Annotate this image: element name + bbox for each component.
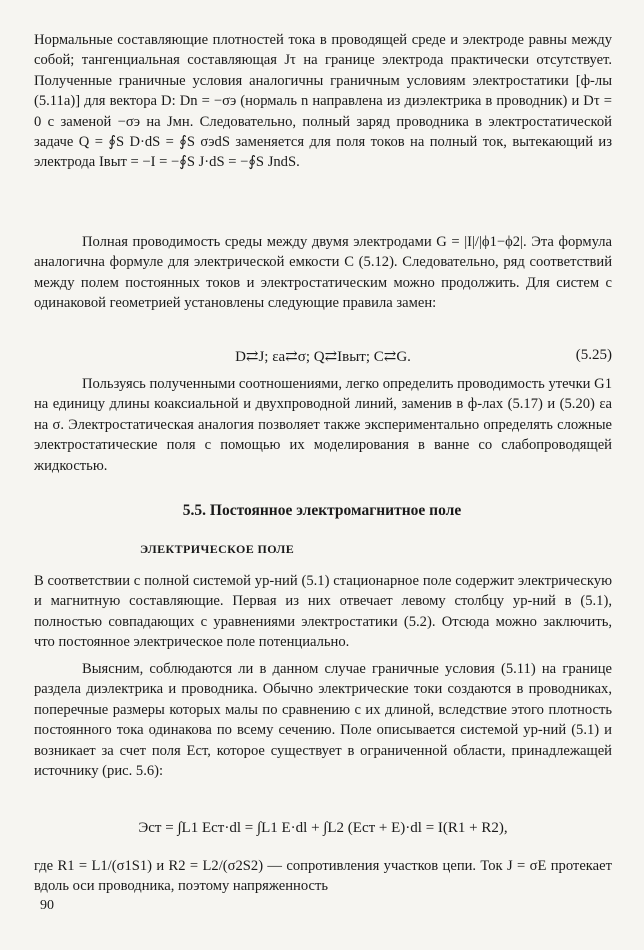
equation-5-25	[34, 347, 612, 366]
paragraph-1: Нормальные составляющие плотностей тока в проводящей среде и электроде равны между собой; тангенциальная составляющая Jτ на границе электрода практически отсутствует. Полученные граничные условия аналогичны граничным условиям электростатики [ф-лы (5.11а)] для вектора D: Dn = −σэ (нормаль n направлена из диэлектрика в проводник) и Dτ = 0 с заменой −σэ на Jмн. Следовательно, полный заряд проводника в электростатической задаче Q = ∮S D·dS = ∮S σэdS заменяется для поля токов на полный ток, вытекающий из электрода Iвыт = −I = −∮S J·dS = −∮S JndS.	[34, 32, 612, 171]
subsection-title: ЭЛЕКТРИЧЕСКОЕ ПОЛЕ	[140, 542, 295, 556]
paragraph-5	[34, 659, 612, 781]
paragraph-5-text: Выясним, соблюдаются ли в данном случае граничные условия (5.11) на границе раздела диэлектрика и проводника. Обычно электрические токи создаются в проводниках, поперечные размеры которых малы по сравнению с их длиной, вследствие этого плотность постоянного тока одинакова по всему сечению. Поле описывается системой ур-ний (5.1) и возникает за счет поля Eст, которое существует в ограниченной области, принадлежащей источнику (рис. 5.6):	[34, 661, 612, 780]
paragraph-6	[34, 856, 612, 897]
paragraph-4-text: В соответствии с полной системой ур-ний (5.1) стационарное поле содержит электрическую и магнитную составляющие. Первая из них отвечает левому столбцу ур-ний в (5.1), полностью совпадающих с уравнениями электростатики (5.2). Отсюда можно заключить, что постоянное электрическое поле потенциально.	[34, 573, 612, 651]
paragraph-4	[34, 571, 612, 653]
equation-number: (5.25)	[575, 347, 612, 363]
equation-emf: Эст = ∫L1 Eст·dl = ∫L1 E·dl + ∫L2 (Eст + E)·dl = I(R1 + R2),	[138, 820, 508, 836]
equation-5-25-body: D⇄J; εа⇄σ; Q⇄Iвыт; C⇄G.	[235, 349, 411, 365]
paragraph-3	[34, 374, 612, 476]
section-title: 5.5. Постоянное электромагнитное поле	[182, 502, 462, 519]
page-number: 90	[40, 898, 54, 913]
paragraph-2	[34, 232, 612, 314]
paragraph-2-text: Полная проводимость среды между двумя электродами G = |I|/|ϕ1−ϕ2|. Эта формула аналогична формуле для электрической емкости C (5.12). Следовательно, ряд соответствий между полем постоянных токов и электростатическим можно продолжить. Для систем с одинаковой геометрией установлены следующие правила замен:	[34, 234, 612, 312]
paragraph-3-text: Пользуясь полученными соотношениями, легко определить проводимость утечки G1 на единицу длины коаксиальной и двухпроводной линий, заменив в ф-лах (5.17) и (5.20) εа на σ. Электростатическая аналогия позволяет также экспериментально определять сложные электростатические поля с помощью их моделирования в ванне со слабопроводящей жидкостью.	[34, 376, 612, 474]
paragraph-6-text: где R1 = L1/(σ1S1) и R2 = L2/(σ2S2) — сопротивления участков цепи. Ток J = σE протекает вдоль оси проводника, поэтому напряженность	[34, 858, 612, 895]
